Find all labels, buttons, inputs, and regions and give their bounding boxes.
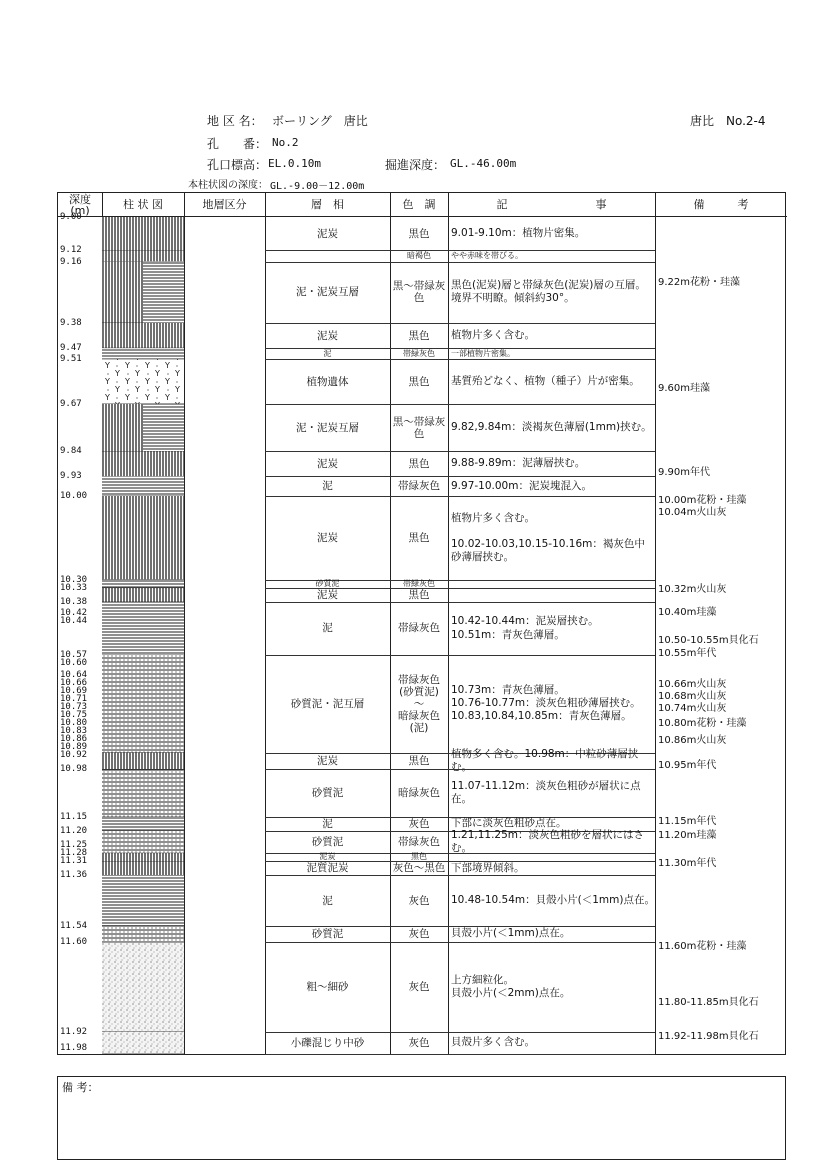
layer-color-text: 灰色: [408, 927, 430, 940]
column-layer-peat: [102, 217, 184, 250]
layer-description-text: 下部境界傾斜。: [451, 861, 525, 874]
layer-description: [448, 747, 655, 774]
depth-label: 10.30: [60, 574, 88, 585]
layer-facies: [265, 602, 390, 655]
column-layer-sandmud: [102, 769, 184, 816]
layer-color-text: 黒色: [408, 755, 430, 767]
remark-note: 10.32m火山灰: [658, 584, 727, 596]
layer-description: [448, 942, 655, 1031]
column-layer-sandmud: [102, 831, 184, 853]
layer-description: [448, 926, 655, 943]
layer-facies-text: 植物遺体: [306, 375, 349, 388]
depth-label: 9.00: [60, 212, 82, 222]
layer-color-text: 暗褐色: [407, 251, 431, 261]
layer-description: [448, 875, 655, 925]
column-layer-sand: [102, 942, 184, 1031]
column-layer-sandmud: [102, 655, 184, 753]
layer-facies: [265, 942, 390, 1031]
layer-color: [390, 348, 448, 359]
layer-color: [390, 655, 448, 753]
layer-color: [390, 250, 448, 261]
layer-facies-text: 小礫混じり中砂: [290, 1036, 365, 1049]
layer-description: [448, 262, 655, 323]
remark-note: 10.68m火山灰: [658, 691, 727, 703]
layer-color-text: 帯緑灰色: [403, 578, 435, 588]
layer-facies: [265, 323, 390, 348]
col-description: 記 事: [448, 193, 655, 217]
layer-description-text: 10.42-10.44m：泥炭層挟む。 10.51m：青灰色薄層。: [451, 615, 599, 641]
depth-label: 10.71: [60, 693, 88, 704]
column-layer-mud-half: [143, 404, 184, 451]
layer-facies-text: 粗～細砂: [306, 980, 349, 993]
layer-facies-text: 砂質泥: [315, 578, 340, 588]
layer-description-text: 9.88-9.89m：泥薄層挟む。: [451, 457, 586, 470]
layer-facies: [265, 875, 390, 925]
layer-color-text: 帯緑灰色: [398, 622, 440, 635]
layer-color-text: 黒色: [408, 329, 430, 342]
depth-label: 9.84: [60, 446, 82, 457]
layer-facies: [265, 588, 390, 602]
layer-description: [448, 217, 655, 250]
layer-description-text: 植物片多く含む。 10.02-10.03,10.15-10.16m：褐灰色中砂薄層挟む。: [451, 511, 645, 563]
layer-color-text: 帯緑灰色: [398, 480, 440, 493]
col-column-diagram: 柱 状 図: [102, 193, 184, 217]
column-layer-mud: [102, 602, 184, 655]
remark-note: 10.50-10.55m貝化石: [658, 634, 759, 646]
layer-description-text: 1.21,11.25m：淡灰色粗砂を層状にはさむ。: [451, 828, 645, 854]
layer-color-text: 黒色: [408, 375, 430, 388]
column-layer-peat: [102, 753, 184, 770]
depth-label: 11.20: [60, 825, 88, 836]
layer-facies: [265, 753, 390, 770]
layer-description: [448, 580, 655, 588]
layer-description: [448, 861, 655, 875]
depth-label: 10.42: [60, 608, 88, 619]
layer-description: [448, 323, 655, 348]
layer-facies: [265, 404, 390, 451]
layer-description: [448, 602, 655, 655]
layer-facies-text: 泥炭: [319, 852, 336, 862]
layer-facies-text: 泥: [322, 480, 333, 493]
elevation-label: 孔口標高：: [207, 158, 268, 172]
remark-note: 10.04m火山灰: [658, 507, 727, 518]
layer-description: [448, 853, 655, 861]
layer-color: [390, 496, 448, 580]
depth-label: 10.89: [60, 741, 88, 752]
boring-log-table: [57, 192, 786, 1055]
layer-color: [390, 753, 448, 770]
remark-note: 10.95m年代: [658, 760, 717, 772]
depth-label: 10.60: [60, 658, 88, 669]
depth-label: 10.33: [60, 583, 88, 594]
layer-color-text: 黒色: [408, 589, 430, 601]
layer-color: [390, 769, 448, 816]
depth-label: 9.67: [60, 398, 82, 409]
layer-description-text: 貝殻小片(＜1mm)点在。: [451, 927, 571, 940]
layer-facies-text: 泥炭: [317, 589, 338, 601]
layer-facies-text: 泥・泥炭互層: [296, 286, 359, 299]
depth-label: 10.92: [60, 749, 88, 760]
layer-color: [390, 926, 448, 943]
layer-facies: [265, 476, 390, 496]
hole-value: No.2: [272, 136, 299, 149]
layer-color-text: 黒～帯緑灰色: [392, 280, 446, 305]
layer-color-text: 黒色: [408, 227, 430, 240]
depth-label: 10.57: [60, 650, 88, 661]
layer-description: [448, 348, 655, 359]
depth-label: 11.60: [60, 937, 88, 948]
column-layer-mud: [102, 875, 184, 925]
column-layer-plant: [102, 359, 184, 404]
layer-facies: [265, 769, 390, 816]
layer-color: [390, 451, 448, 476]
layer-color: [390, 359, 448, 404]
layer-color: [390, 1032, 448, 1054]
layer-description: [448, 359, 655, 404]
depth-label: 11.54: [60, 920, 88, 931]
layer-facies-text: 泥質泥炭: [306, 862, 349, 875]
depth-label: 10.64: [60, 669, 88, 680]
layer-color: [390, 831, 448, 853]
depth-label: 11.28: [60, 848, 88, 859]
range-value: GL.-9.00－12.00m: [270, 181, 365, 192]
layer-color: [390, 580, 448, 588]
depth-label: 11.98: [60, 1043, 88, 1054]
layer-color: [390, 262, 448, 323]
layer-color: [390, 817, 448, 831]
layer-description-text: 黒色(泥炭)層と帯緑灰色(泥炭)層の互層。 境界不明瞭。傾斜約30°。: [451, 279, 646, 305]
layer-color-text: 黒色: [411, 852, 427, 862]
layer-facies-text: 泥: [322, 622, 333, 635]
layer-facies-text: 砂質泥: [311, 787, 344, 800]
layer-color: [390, 323, 448, 348]
column-layer-peat: [102, 853, 184, 861]
depth-label: 9.47: [60, 343, 82, 354]
layer-color-text: 灰色: [408, 894, 430, 907]
remark-note: 10.80m花粉・珪藻: [658, 718, 747, 730]
depth-label: 11.92: [60, 1026, 88, 1037]
depth-label: 10.73: [60, 701, 88, 712]
layer-description-text: 植物多く含む。10.98m：中粒砂薄層挟む。: [451, 747, 639, 774]
remark-note: 10.86m火山灰: [658, 734, 727, 746]
layer-facies-text: 泥炭: [317, 755, 338, 767]
layer-color: [390, 875, 448, 925]
bottom-remarks-label: 備 考：: [62, 1081, 99, 1094]
layer-description: [448, 404, 655, 451]
layer-facies-text: 砂質泥: [311, 835, 344, 848]
layer-facies-text: 泥: [323, 348, 332, 358]
layer-color-text: 黒色: [408, 457, 430, 470]
column-layer-peat: [102, 451, 184, 476]
col-stratum: 地層区分: [184, 193, 265, 217]
column-layer-mud-half: [143, 262, 184, 323]
remark-note: 11.60m花粉・珪藻: [658, 941, 747, 953]
depth-label: 11.25: [60, 839, 88, 850]
layer-facies-text: 泥炭: [317, 227, 338, 240]
layer-facies: [265, 861, 390, 875]
remark-note: 10.66m火山灰: [658, 679, 727, 691]
layer-color-text: 黒～帯緑灰色: [392, 415, 446, 440]
layer-facies-text: 泥: [322, 817, 333, 830]
depth-label: 10.00: [60, 491, 88, 501]
layer-color-text: 灰色～黒色: [392, 862, 446, 875]
layer-color: [390, 217, 448, 250]
drill-depth-label: 掘進深度：: [385, 158, 446, 172]
stratigraphic-column: [102, 217, 184, 1054]
layer-description-text: やや赤味を帯びる。: [451, 251, 523, 261]
layer-facies-text: 砂質泥・泥互層: [290, 697, 365, 710]
remark-note: 11.92-11.98m貝化石: [658, 1030, 759, 1042]
layer-description: [448, 250, 655, 261]
layer-color-text: 灰色: [408, 817, 430, 830]
layer-description-text: 10.73m：青灰色薄層。 10.76-10.77m：淡灰色粗砂薄層挟む。 10.83,10.84,10.85m：青灰色薄層。: [451, 684, 641, 723]
layer-color-text: 灰色: [408, 980, 430, 993]
layer-facies-text: 泥炭: [317, 329, 338, 342]
remark-note: 9.60m珪藻: [658, 383, 711, 395]
range-label: 本柱状図の深度：: [188, 180, 268, 191]
layer-description: [448, 496, 655, 580]
elevation-value: EL.0.10m: [268, 157, 321, 170]
depth-label: 10.69: [60, 685, 88, 696]
depth-label: 10.86: [60, 733, 88, 744]
row-divider: [265, 1054, 655, 1055]
layer-description-text: 9.82,9.84m：淡褐灰色薄層(1mm)挟む。: [451, 421, 652, 434]
remark-note: 11.80-11.85m貝化石: [658, 997, 759, 1009]
layer-description-text: 9.97-10.00m：泥炭塊混入。: [451, 479, 592, 492]
depth-label: 10.38: [60, 597, 88, 608]
layer-facies-text: 泥・泥炭互層: [296, 421, 359, 434]
column-layer-sand: [102, 1032, 184, 1054]
layer-facies: [265, 262, 390, 323]
depth-label: 10.83: [60, 725, 88, 736]
layer-color: [390, 602, 448, 655]
layer-description-text: 上方細粒化。 貝殻小片(＜2mm)点在。: [451, 973, 571, 1000]
column-layer-peat-half: [102, 404, 143, 451]
layer-facies: [265, 217, 390, 250]
layer-color: [390, 853, 448, 861]
layer-description-text: 9.01-9.10m：植物片密集。: [451, 227, 586, 240]
layer-description-text: 基質殆どなく、植物（種子）片が密集。: [451, 375, 640, 388]
column-layer-peat-half: [102, 262, 143, 323]
layer-facies: [265, 250, 390, 261]
layer-facies: [265, 853, 390, 861]
layer-color-text: 帯緑灰色 (砂質泥) ～ 暗緑灰色 (泥): [398, 673, 440, 734]
depth-label: 10.44: [60, 616, 88, 627]
layer-color-text: 暗緑灰色: [398, 787, 440, 800]
remark-note: 9.90m年代: [658, 467, 711, 479]
layer-color-text: 帯緑灰色: [403, 348, 435, 358]
col-color: 色 調: [390, 193, 448, 217]
column-layer-mud: [102, 580, 184, 588]
remark-note: 10.00m花粉・珪藻: [658, 495, 747, 506]
layer-description: [448, 588, 655, 602]
column-layer-sandmud: [102, 926, 184, 943]
layer-description-text: 貝殻片多く含む。: [451, 1036, 535, 1049]
layer-facies: [265, 580, 390, 588]
layer-description: [448, 1032, 655, 1054]
column-layer-mud: [102, 348, 184, 359]
drill-depth-value: GL.-46.00m: [450, 157, 517, 170]
layer-description: [448, 828, 655, 854]
hole-label: 孔 番：: [207, 137, 268, 151]
layer-color-text: 黒色: [408, 531, 430, 544]
layer-description-text: 10.48-10.54m：貝殻小片(＜1mm)点在。: [451, 893, 655, 906]
layer-facies: [265, 655, 390, 753]
remark-note: 11.30m年代: [658, 857, 717, 869]
layer-facies-text: 砂質泥: [311, 927, 344, 940]
layer-facies: [265, 926, 390, 943]
remark-note: 10.74m火山灰: [658, 703, 727, 715]
layer-facies: [265, 1032, 390, 1054]
remark-note: 11.15m年代: [658, 815, 717, 827]
layer-color: [390, 404, 448, 451]
depth-label: 10.98: [60, 764, 88, 775]
column-layer-peat: [102, 250, 184, 261]
depth-label: 10.75: [60, 709, 88, 720]
layer-facies: [265, 496, 390, 580]
remark-note: 11.20m珪藻: [658, 829, 717, 841]
column-layer-mud: [102, 476, 184, 496]
area-value: ボーリング 唐比: [272, 114, 368, 128]
depth-label: 10.66: [60, 677, 88, 688]
layer-description: [448, 476, 655, 496]
depth-label: 9.93: [60, 471, 82, 482]
layer-facies-text: 泥: [322, 894, 333, 907]
column-layer-peat: [102, 496, 184, 580]
depth-label: 11.31: [60, 856, 88, 867]
depth-label: 9.38: [60, 318, 82, 329]
layer-facies-text: 泥炭: [317, 531, 338, 544]
layer-description: [448, 769, 655, 816]
column-layer-peat: [102, 323, 184, 348]
layer-color-text: 帯緑灰色: [398, 835, 440, 848]
layer-color: [390, 476, 448, 496]
depth-label: 9.16: [60, 256, 82, 267]
layer-facies: [265, 817, 390, 831]
depth-label: 10.80: [60, 717, 88, 728]
column-layer-mud: [102, 817, 184, 831]
col-depth: 深度 (m): [58, 193, 102, 217]
layer-color: [390, 942, 448, 1031]
column-layer-peat: [102, 861, 184, 875]
layer-description-text: 植物片多く含む。: [451, 329, 535, 341]
remark-note: 9.22m花粉・珪藻: [658, 277, 741, 289]
bottom-remarks-box: [57, 1076, 786, 1160]
layer-description-text: 下部に淡灰色粗砂点在。: [451, 817, 567, 830]
depth-label: 9.12: [60, 245, 82, 256]
col-remarks: 備 考: [655, 193, 787, 217]
col-facies: 層 相: [265, 193, 390, 217]
layer-description: [448, 655, 655, 753]
layer-color-text: 灰色: [408, 1036, 430, 1049]
layer-color: [390, 588, 448, 602]
layer-facies: [265, 451, 390, 476]
depth-label: 11.15: [60, 811, 88, 822]
remark-note: 10.40m珪藻: [658, 606, 717, 618]
layer-facies: [265, 348, 390, 359]
layer-description: [448, 451, 655, 476]
layer-facies: [265, 831, 390, 853]
layer-description-text: 一部植物片密集。: [451, 348, 515, 358]
depth-label: 11.36: [60, 870, 88, 881]
layer-facies: [265, 359, 390, 404]
remark-note: 10.55m年代: [658, 648, 717, 660]
layer-color: [390, 861, 448, 875]
page-reference: 唐比 No.2-4: [690, 114, 766, 128]
layer-description-text: 11.07-11.12m：淡灰色粗砂が層状に点在。: [451, 779, 641, 806]
column-layer-peat: [102, 588, 184, 602]
layer-facies-text: 泥炭: [317, 457, 338, 470]
depth-label: 9.51: [60, 354, 82, 365]
area-label: 地 区 名：: [207, 114, 263, 128]
